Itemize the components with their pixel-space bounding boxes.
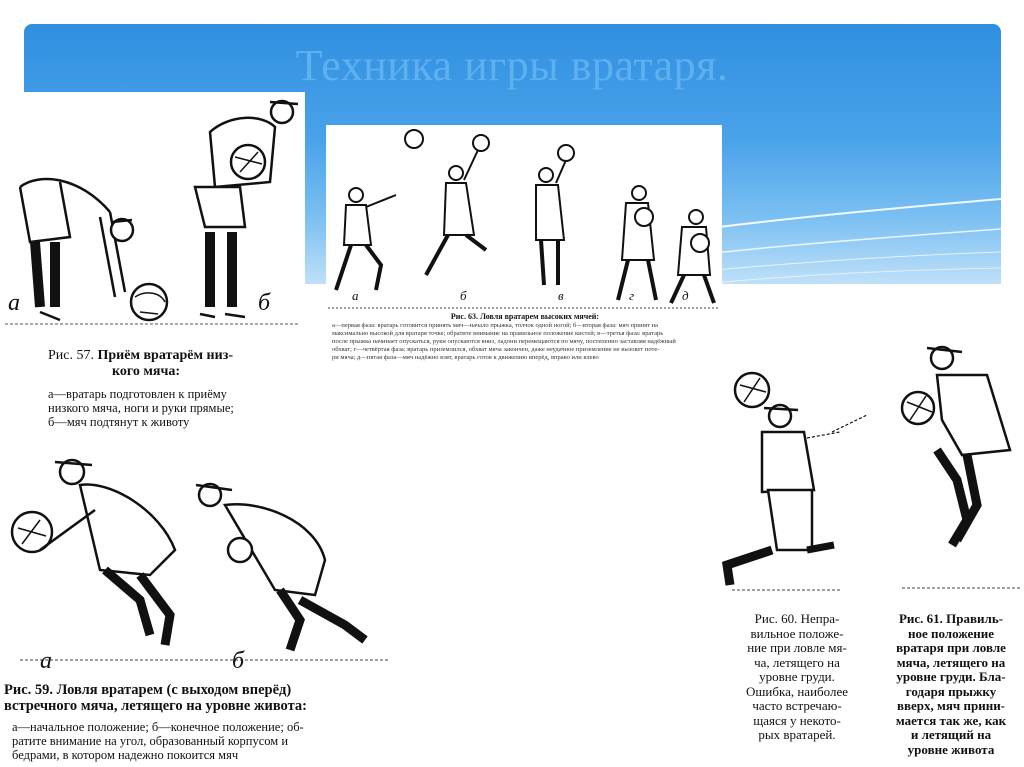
fig57-label-b: б bbox=[258, 290, 271, 316]
fig60-line-8: щаяся у некото- bbox=[753, 712, 841, 728]
fig63-caption-body-5: ри мяча; д—пятая фаза—мяч надёжно взят, вратарь готов к движению вперёд, вправо или влево bbox=[332, 354, 599, 362]
fig61-line-7: вверх, мяч прини- bbox=[896, 698, 1006, 714]
fig63-caption-body-2: максимально высокой для вратаря точке; обратите внимание на правильное положение кистей; в—третья фаза: вратарь bbox=[332, 330, 664, 338]
fig61-caption bbox=[880, 612, 1022, 757]
fig59-caption-body-1: а—начальное положение; б—конечное положение; об- bbox=[12, 720, 304, 735]
fig61-line-5: уровне груди. Бла- bbox=[896, 669, 1006, 685]
fig63-panel bbox=[326, 125, 722, 360]
fig61-line-6: годаря прыжку bbox=[905, 683, 997, 699]
fig60-line-2: вильное положе- bbox=[750, 625, 844, 641]
fig60-line-4: ча, летящего на bbox=[754, 654, 840, 670]
fig60-line-1: Рис. 60. Непра- bbox=[754, 611, 840, 626]
fig61-line-3: вратаря при ловле bbox=[896, 640, 1006, 656]
fig57-panel bbox=[0, 92, 305, 437]
fig59-caption bbox=[4, 682, 394, 762]
fig63-label-c: в bbox=[558, 288, 564, 303]
fig57-caption-body-3: б—мяч подтянут к животу bbox=[48, 415, 190, 430]
fig60-line-3: ние при ловле мя- bbox=[747, 640, 847, 656]
fig61-line-1: Рис. 61. Правиль- bbox=[898, 611, 1004, 626]
fig57-caption bbox=[48, 348, 298, 429]
fig63-caption-title: Рис. 63. Ловля вратарем высоких мячей: bbox=[450, 312, 600, 321]
slide-title: Техника игры вратаря. bbox=[295, 41, 729, 90]
fig63-label-d: г bbox=[629, 288, 635, 303]
fig63-illustration bbox=[326, 125, 722, 315]
fig63-label-b: б bbox=[460, 288, 467, 303]
fig57-caption-body-2: низкого мяча, ноги и руки прямые; bbox=[48, 401, 234, 416]
fig57-label-a: а bbox=[8, 290, 20, 316]
fig57-caption-title-2: кого мяча: bbox=[112, 363, 181, 379]
fig63-label-a: а bbox=[352, 288, 359, 303]
fig59-label-a: а bbox=[40, 648, 52, 674]
fig60-line-6: Ошибка, наиболее bbox=[745, 683, 848, 699]
fig63-caption-body-4: обхват; г—четвёртая фаза: вратарь приземлился, обхват мяча закончен, даже неудачное приземление не вызовет поте- bbox=[332, 346, 660, 354]
fig61-line-9: и летящий на bbox=[910, 727, 992, 743]
fig59-label-b: б bbox=[232, 648, 245, 674]
fig57-caption-num: Рис. 57. bbox=[48, 348, 94, 363]
fig60-caption bbox=[724, 612, 870, 743]
fig59-caption-line-2 bbox=[4, 698, 394, 714]
fig61-line-2: ное положение bbox=[907, 625, 995, 641]
fig57-caption-title-1: Приём вратарём низ- bbox=[97, 348, 233, 363]
fig60-line-9: рых вратарей. bbox=[758, 727, 836, 743]
fig61-line-4: мяча, летящего на bbox=[896, 654, 1006, 670]
fig59-caption-title-2: встречного мяча, летящего на уровне живота: bbox=[4, 698, 307, 715]
fig63-caption-body-1: а—первая фаза: вратарь готовится принять мяч—начало прыжка, толчок одной ногой; б—вторая фаза: мяч принят на bbox=[332, 321, 658, 329]
fig63-caption bbox=[332, 313, 718, 363]
fig63-label-e: д bbox=[682, 288, 689, 303]
fig59-caption-title-1: Рис. 59. Ловля вратарем (с выходом вперёд) bbox=[4, 682, 292, 698]
fig63-caption-body-3: после прыжка начинает опускаться, руки опускаются вниз, ладони перемещаются по мячу, постепенно заставляя надёжный bbox=[332, 338, 676, 346]
fig59-caption-body-2: ратите внимание на угол, образованный корпусом и bbox=[12, 734, 289, 749]
fig60-line-5: уровне груди. bbox=[759, 669, 835, 685]
fig60-61-panel bbox=[722, 340, 1024, 767]
fig60-line-7: часто встречаю- bbox=[752, 698, 842, 714]
fig59-panel bbox=[0, 450, 395, 767]
fig60-61-illustration bbox=[722, 340, 1024, 602]
fig59-caption-body-3: бедрами, в котором надежно покоится мяч bbox=[12, 748, 239, 763]
fig59-caption-line-1 bbox=[4, 682, 394, 698]
fig59-illustration bbox=[0, 450, 395, 670]
fig61-line-8: мается так же, как bbox=[895, 712, 1007, 728]
fig61-line-10: уровне живота bbox=[907, 741, 995, 757]
fig57-caption-body-1: а—вратарь подготовлен к приёму bbox=[48, 387, 227, 402]
